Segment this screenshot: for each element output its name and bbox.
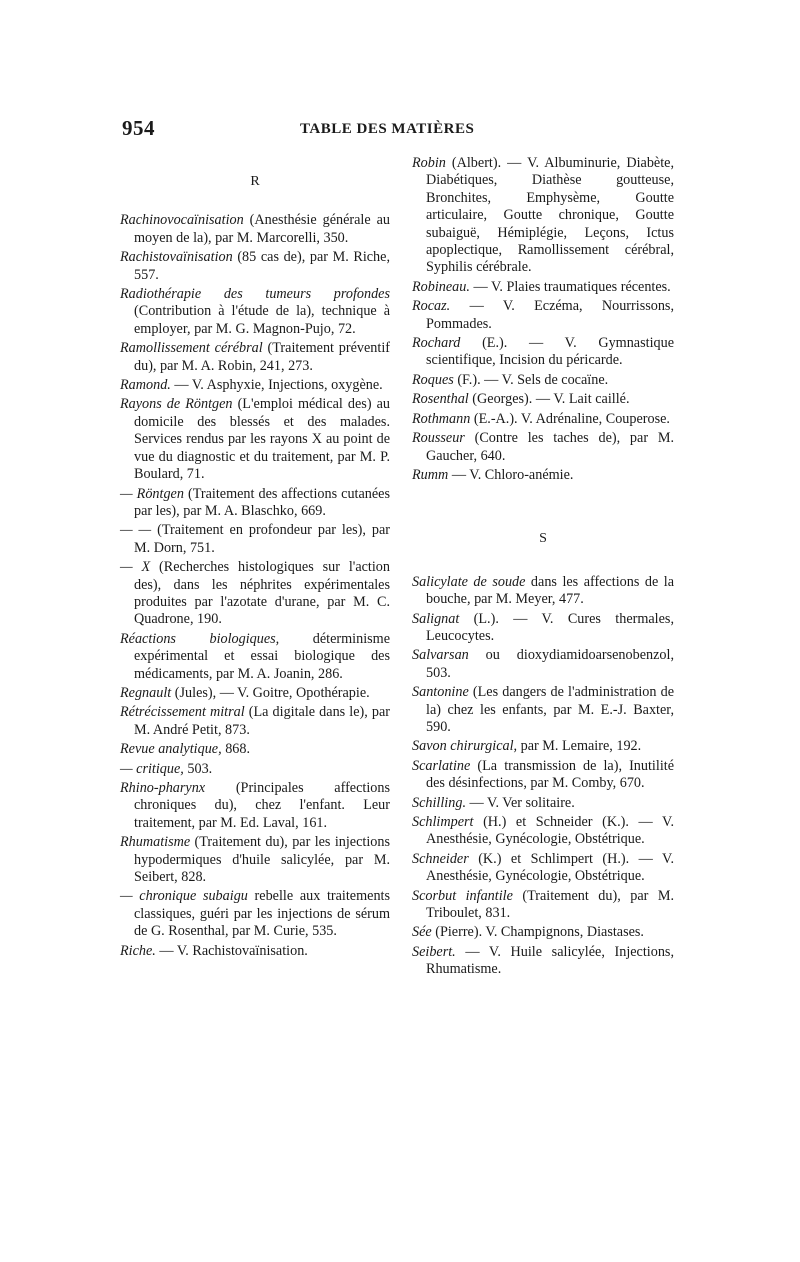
- index-entry: [120, 780, 390, 832]
- entry-heading: Rachistovaïnisation: [120, 249, 233, 266]
- index-entry: [412, 391, 674, 408]
- entry-text: (H.) et Schneider (K.). — V. Anesthésie, Gynécologie, Obstétrique.: [426, 814, 674, 848]
- entry-text: — V. Huile salicylée, Injections, Rhumatisme.: [426, 943, 674, 978]
- page-number: 954: [122, 116, 155, 140]
- entry-text: (Traitement en profondeur par les), par M. Dorn, 751.: [134, 522, 391, 556]
- entry-text: (E.). — V. Gymnastique scientifique, Incision du péricarde.: [426, 335, 674, 369]
- entry-heading: Scorbut infantile: [412, 887, 513, 904]
- index-entry: [412, 814, 674, 849]
- entry-text: dans les affections de la bouche, par M. Meyer, 477.: [426, 573, 674, 608]
- index-entry: [120, 522, 390, 557]
- index-entry: [120, 943, 390, 960]
- index-entry: [120, 486, 390, 521]
- entry-heading: Seibert.: [412, 943, 456, 960]
- index-entry: [412, 155, 674, 277]
- entry-heading: Salignat: [412, 610, 460, 627]
- entry-text: (Traitement des affections cutanées par les), par M. A. Blaschko, 669.: [134, 485, 390, 519]
- entry-heading: Schilling.: [412, 794, 466, 811]
- entry-heading: — critique,: [120, 760, 184, 777]
- index-entry: [120, 249, 390, 284]
- index-entry: [120, 888, 390, 940]
- index-entry: [412, 467, 674, 484]
- entry-text: 503.: [183, 760, 213, 777]
- index-entry: [412, 574, 674, 609]
- index-entry: [120, 340, 390, 375]
- entry-text: déterminisme expérimental et essai biologique des médicaments, par M. A. Joanin, 286.: [134, 630, 390, 682]
- entry-text: (E.-A.). V. Adrénaline, Couperose.: [470, 410, 670, 427]
- entry-heading: — —: [120, 522, 152, 539]
- index-entry: [412, 795, 674, 812]
- index-entry: [412, 944, 674, 979]
- index-entry: [412, 647, 674, 682]
- entry-text: (Traitement du), par M. Triboulet, 831.: [426, 887, 674, 922]
- entry-heading: Sée: [412, 924, 432, 941]
- entry-text: (Contre les taches de), par M. Gaucher, 640.: [426, 430, 674, 464]
- entry-text: (85 cas de), par M. Riche, 557.: [134, 249, 390, 283]
- entry-text: (Pierre). V. Champignons, Diastases.: [431, 924, 644, 941]
- entry-heading: Regnault: [120, 684, 172, 701]
- running-title: TABLE DES MATIÈRES: [300, 121, 475, 137]
- entry-text: (L.). — V. Cures thermales, Leucocytes.: [426, 610, 674, 644]
- index-entry: [120, 286, 390, 338]
- entry-heading: Revue analytique,: [120, 741, 222, 758]
- entry-text: (Principales affections chroniques du), chez l'enfant. Leur traitement, par M. Ed. Laval, 161.: [134, 780, 390, 831]
- entry-heading: Robineau.: [412, 278, 470, 295]
- section-letter: S: [539, 531, 547, 547]
- index-entry: [412, 411, 674, 428]
- entry-heading: Rhino-pharynx: [120, 780, 206, 796]
- entry-text: (Recherches histologiques sur l'action des), dans les néphrites expérimentales produites par l'azotate d'urane, par M. C. Quadrone, 190.: [134, 559, 390, 628]
- entry-heading: Rocaz.: [412, 298, 451, 315]
- entry-text: — V. Ver solitaire.: [466, 794, 575, 811]
- entry-text: (Jules), — V. Goitre, Opothérapie.: [171, 684, 370, 701]
- index-entry: [120, 631, 390, 683]
- entry-text: rebelle aux traitements classiques, guéri par les injections de sérum de G. Rosenthal, par M. Curie, 535.: [134, 888, 390, 940]
- index-entry-list: [120, 212, 390, 960]
- entry-heading: Réactions biologiques,: [120, 630, 280, 647]
- entry-text: — V. Asphyxie, Injections, oxygène.: [170, 377, 383, 394]
- entry-text: (Contribution à l'étude de la), technique à employer, par M. G. Magnon-Pujo, 72.: [134, 303, 390, 337]
- index-entry: [412, 738, 674, 755]
- index-entry: [412, 298, 674, 333]
- index-entry: [120, 396, 390, 483]
- entry-heading: Savon chirurgical,: [412, 738, 518, 755]
- entry-heading: Schneider: [412, 850, 469, 867]
- entry-text: — V. Chloro-anémie.: [448, 466, 574, 483]
- entry-text: (Georges). — V. Lait caillé.: [468, 391, 630, 408]
- entry-heading: — chronique subaigu: [120, 888, 248, 905]
- index-entry: [412, 888, 674, 923]
- index-entry-list: [412, 155, 674, 484]
- left-column: [120, 155, 390, 962]
- entry-text: (K.) et Schlimpert (H.). — V. Anesthésie, Gynécologie, Obstétrique.: [426, 850, 674, 885]
- entry-heading: Schlimpert: [412, 814, 474, 830]
- index-entry: [412, 372, 674, 389]
- entry-heading: Salvarsan: [412, 647, 469, 664]
- index-entry: [412, 758, 674, 793]
- index-entry: [412, 430, 674, 465]
- entry-text: — V. Rachistovaïnisation.: [155, 942, 308, 959]
- entry-heading: Rochard: [412, 335, 461, 352]
- index-entry: [120, 834, 390, 886]
- entry-heading: Radiothérapie des tumeurs profondes: [120, 286, 390, 303]
- index-entry: [120, 377, 390, 394]
- entry-text: (Anesthésie générale au moyen de la), par M. Marcorelli, 350.: [134, 212, 390, 246]
- entry-heading: Rétrécissement mitral: [120, 704, 245, 721]
- entry-text: (Traitement préventif du), par M. A. Robin, 241, 273.: [134, 340, 391, 374]
- entry-heading: Rousseur: [412, 430, 465, 447]
- index-entry: [412, 335, 674, 370]
- entry-heading: Rayons de Röntgen: [120, 396, 233, 413]
- entry-text: (L'emploi médical des) au domicile des blessés et des malades. Services rendus par les rayons X au point de vue du diagnostic et du traitement, par M. P. Boulard, 71.: [134, 396, 390, 483]
- index-entry: [120, 761, 390, 778]
- entry-heading: — X: [120, 559, 151, 576]
- index-entry: [120, 741, 390, 758]
- index-entry: [412, 851, 674, 886]
- entry-text: — V. Eczéma, Nourrissons, Pommades.: [426, 298, 674, 332]
- entry-text: (F.). — V. Sels de cocaïne.: [453, 371, 609, 388]
- index-entry: [120, 212, 390, 247]
- entry-heading: Rhumatisme: [120, 834, 191, 851]
- entry-text: (La transmission de la), Inutilité des désinfections, par M. Comby, 670.: [426, 757, 674, 792]
- entry-heading: — Röntgen: [120, 485, 184, 502]
- index-entry: [120, 704, 390, 739]
- index-entry: [412, 611, 674, 646]
- entry-text: — V. Plaies traumatiques récentes.: [469, 278, 671, 295]
- entry-text: 868.: [221, 741, 251, 758]
- entry-text: (Albert). — V. Albuminurie, Diabète, Diabétiques, Diathèse goutteuse, Bronchites, Emphysème, Goutte articulaire, Goutte chronique, Goutte subaiguë, Hémiplégie, Leçons, Ictus apoplectique, Ramollissement cérébral, Syphilis cérébrale.: [426, 155, 674, 276]
- index-entry: [412, 684, 674, 736]
- entry-heading: Rachinovocaïnisation: [120, 212, 244, 229]
- entry-heading: Santonine: [412, 684, 469, 701]
- index-entry: [120, 685, 390, 702]
- entry-heading: Rosenthal: [412, 391, 469, 408]
- entry-heading: Riche.: [120, 942, 156, 959]
- entry-text: ou dioxydiamidoarsenobenzol, 503.: [426, 647, 674, 681]
- index-entry: [412, 279, 674, 296]
- entry-text: (Les dangers de l'administration de la) chez les enfants, par M. E.-J. Baxter, 590.: [426, 684, 674, 735]
- entry-heading: Rothmann: [412, 410, 471, 427]
- right-column: [412, 155, 674, 981]
- entry-text: (La digitale dans le), par M. André Petit, 873.: [134, 704, 390, 738]
- index-entry: [120, 559, 390, 629]
- entry-heading: Ramollissement cérébral: [120, 340, 263, 357]
- index-entry: [412, 924, 674, 941]
- entry-heading: Roques: [412, 371, 454, 388]
- entry-heading: Rumm: [412, 466, 449, 483]
- entry-heading: Salicylate de soude: [412, 573, 526, 590]
- entry-text: par M. Lemaire, 192.: [517, 738, 642, 755]
- index-entry-list: [412, 574, 674, 979]
- entry-heading: Ramond.: [120, 377, 171, 394]
- entry-heading: Robin: [412, 155, 446, 171]
- section-letter: R: [250, 174, 260, 189]
- entry-heading: Scarlatine: [412, 757, 471, 774]
- entry-text: (Traitement du), par les injections hypodermiques d'huile salicylée, par M. Seibert, 828.: [134, 834, 390, 886]
